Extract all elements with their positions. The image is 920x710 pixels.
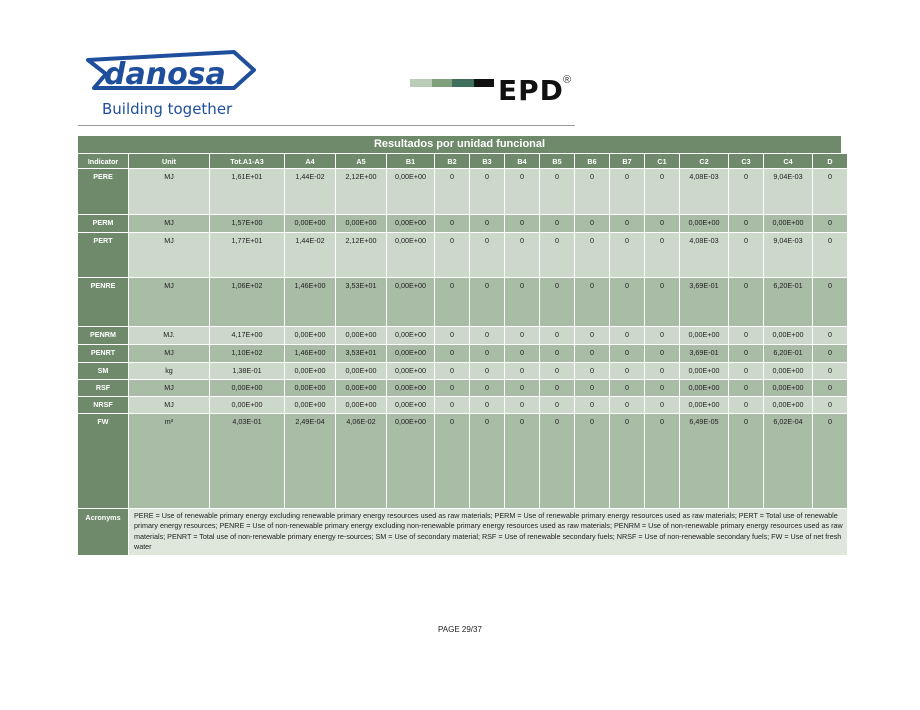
table-row xyxy=(78,327,847,345)
value-cell: 0 xyxy=(540,414,574,509)
value-cell: 0 xyxy=(610,233,644,278)
epd-text: EPD xyxy=(498,74,564,107)
column-header: A5 xyxy=(336,154,386,169)
value-cell: 0,00E+00 xyxy=(336,380,386,397)
column-header: A4 xyxy=(285,154,335,169)
column-header: B4 xyxy=(505,154,539,169)
value-cell: 0 xyxy=(575,327,609,345)
value-cell: 4,08E-03 xyxy=(680,169,728,215)
value-cell: 0 xyxy=(813,327,847,345)
column-header: B6 xyxy=(575,154,609,169)
epd-logo xyxy=(410,74,590,108)
value-cell: 0 xyxy=(505,327,539,345)
unit-cell: MJ xyxy=(129,278,209,327)
column-header: Tot.A1-A3 xyxy=(210,154,284,169)
value-cell: 0,00E+00 xyxy=(680,215,728,233)
value-cell: 3,53E+01 xyxy=(336,345,386,363)
indicator-cell: PENRE xyxy=(78,278,128,327)
value-cell: 0 xyxy=(610,215,644,233)
value-cell: 6,02E-04 xyxy=(764,414,812,509)
unit-cell: MJ xyxy=(129,380,209,397)
value-cell: 0 xyxy=(645,327,679,345)
table-row xyxy=(78,345,847,363)
value-cell: 0,00E+00 xyxy=(285,327,335,345)
indicator-cell: RSF xyxy=(78,380,128,397)
table-row xyxy=(78,169,847,215)
value-cell: 0,00E+00 xyxy=(680,327,728,345)
value-cell: 0 xyxy=(729,397,763,414)
value-cell: 0 xyxy=(610,397,644,414)
value-cell: 0,00E+00 xyxy=(210,380,284,397)
value-cell: 0,00E+00 xyxy=(387,327,434,345)
value-cell: 0 xyxy=(470,233,504,278)
value-cell: 0 xyxy=(813,215,847,233)
value-cell: 1,06E+02 xyxy=(210,278,284,327)
value-cell: 2,49E-04 xyxy=(285,414,335,509)
value-cell: 0,00E+00 xyxy=(387,363,434,380)
value-cell: 0 xyxy=(729,327,763,345)
value-cell: 0 xyxy=(505,363,539,380)
epd-registered-mark: ® xyxy=(563,74,572,86)
acronyms-text: PERE = Use of renewable primary energy excluding renewable primary energy resources used as raw materials; PERM = Use of renewable primary energy resources used as raw materials; PERT = Total use of renewable primary energy resources; PENRE = Use of non-renewable primary energy excluding non-renewable primary energy resources used as raw materials; PENRM = Use of non-renewable primary energy resources used as raw materials; PENRT = Total use of non-renewable primary energy re-sources; SM = Use of secondary material; RSF = Use of renewable secondary fuels; NRSF = Use of non-renewable secondary fuels; FW = Use of net fresh water xyxy=(129,509,847,556)
table-row xyxy=(78,380,847,397)
value-cell: 0 xyxy=(470,215,504,233)
indicator-cell: FW xyxy=(78,414,128,509)
value-cell: 0 xyxy=(575,345,609,363)
value-cell: 0 xyxy=(729,363,763,380)
value-cell: 0,00E+00 xyxy=(336,215,386,233)
results-table xyxy=(77,154,848,556)
value-cell: 0,00E+00 xyxy=(764,215,812,233)
value-cell: 0,00E+00 xyxy=(387,169,434,215)
table-header-row xyxy=(78,154,847,169)
value-cell: 0 xyxy=(470,345,504,363)
value-cell: 0 xyxy=(435,363,469,380)
value-cell: 3,69E-01 xyxy=(680,345,728,363)
value-cell: 3,69E-01 xyxy=(680,278,728,327)
value-cell: 0,00E+00 xyxy=(285,380,335,397)
value-cell: 1,38E-01 xyxy=(210,363,284,380)
value-cell: 0 xyxy=(540,327,574,345)
value-cell: 9,04E-03 xyxy=(764,233,812,278)
value-cell: 0 xyxy=(729,345,763,363)
value-cell: 0 xyxy=(505,233,539,278)
value-cell: 0 xyxy=(575,233,609,278)
column-header: Indicator xyxy=(78,154,128,169)
value-cell: 0 xyxy=(729,169,763,215)
indicator-cell: PERT xyxy=(78,233,128,278)
column-header: B7 xyxy=(610,154,644,169)
value-cell: 6,49E-05 xyxy=(680,414,728,509)
value-cell: 0 xyxy=(575,380,609,397)
value-cell: 0 xyxy=(435,278,469,327)
indicator-cell: PENRM xyxy=(78,327,128,345)
value-cell: 2,12E+00 xyxy=(336,169,386,215)
value-cell: 0 xyxy=(435,233,469,278)
value-cell: 0 xyxy=(505,380,539,397)
value-cell: 0 xyxy=(540,397,574,414)
value-cell: 2,12E+00 xyxy=(336,233,386,278)
logo-tagline: Building together xyxy=(102,100,233,118)
unit-cell: MJ xyxy=(129,169,209,215)
value-cell: 0 xyxy=(729,215,763,233)
value-cell: 4,17E+00 xyxy=(210,327,284,345)
unit-cell: kg xyxy=(129,363,209,380)
unit-cell: MJ xyxy=(129,215,209,233)
value-cell: 0 xyxy=(575,278,609,327)
epd-bar-4 xyxy=(474,79,494,87)
acronyms-label: Acronyms xyxy=(78,509,128,556)
value-cell: 0,00E+00 xyxy=(285,397,335,414)
value-cell: 0 xyxy=(470,414,504,509)
value-cell: 1,57E+00 xyxy=(210,215,284,233)
page-number: PAGE 29/37 xyxy=(438,625,482,634)
value-cell: 0 xyxy=(729,414,763,509)
value-cell: 0 xyxy=(505,397,539,414)
column-header: B5 xyxy=(540,154,574,169)
value-cell: 9,04E-03 xyxy=(764,169,812,215)
value-cell: 0 xyxy=(540,345,574,363)
value-cell: 0 xyxy=(575,169,609,215)
value-cell: 0,00E+00 xyxy=(387,414,434,509)
value-cell: 0,00E+00 xyxy=(764,327,812,345)
column-header: C2 xyxy=(680,154,728,169)
column-header: B3 xyxy=(470,154,504,169)
value-cell: 0 xyxy=(575,397,609,414)
value-cell: 0 xyxy=(470,169,504,215)
value-cell: 0 xyxy=(540,363,574,380)
value-cell: 0 xyxy=(645,278,679,327)
value-cell: 1,77E+01 xyxy=(210,233,284,278)
value-cell: 0,00E+00 xyxy=(336,363,386,380)
value-cell: 0 xyxy=(470,397,504,414)
value-cell: 0 xyxy=(540,233,574,278)
column-header: C1 xyxy=(645,154,679,169)
value-cell: 0 xyxy=(540,380,574,397)
value-cell: 0 xyxy=(435,397,469,414)
value-cell: 0 xyxy=(470,278,504,327)
value-cell: 0 xyxy=(610,414,644,509)
column-header: B2 xyxy=(435,154,469,169)
acronyms-row xyxy=(78,509,847,556)
header-divider xyxy=(78,125,575,126)
value-cell: 0 xyxy=(470,363,504,380)
value-cell: 0 xyxy=(505,169,539,215)
table-row xyxy=(78,233,847,278)
value-cell: 0 xyxy=(505,345,539,363)
value-cell: 0,00E+00 xyxy=(764,397,812,414)
value-cell: 0,00E+00 xyxy=(336,397,386,414)
value-cell: 6,20E-01 xyxy=(764,278,812,327)
value-cell: 0 xyxy=(435,380,469,397)
value-cell: 0 xyxy=(813,278,847,327)
value-cell: 0 xyxy=(729,278,763,327)
indicator-cell: NRSF xyxy=(78,397,128,414)
unit-cell: MJ xyxy=(129,345,209,363)
epd-bar-3 xyxy=(452,79,474,87)
results-table-wrapper xyxy=(78,136,841,556)
value-cell: 0 xyxy=(540,215,574,233)
value-cell: 4,06E-02 xyxy=(336,414,386,509)
value-cell: 1,46E+00 xyxy=(285,345,335,363)
value-cell: 0,00E+00 xyxy=(764,363,812,380)
indicator-cell: PENRT xyxy=(78,345,128,363)
value-cell: 0 xyxy=(610,278,644,327)
unit-cell: MJ xyxy=(129,397,209,414)
value-cell: 0 xyxy=(813,169,847,215)
value-cell: 0 xyxy=(645,169,679,215)
value-cell: 0 xyxy=(813,397,847,414)
unit-cell: MJ. xyxy=(129,327,209,345)
value-cell: 3,53E+01 xyxy=(336,278,386,327)
unit-cell: m³ xyxy=(129,414,209,509)
column-header: D xyxy=(813,154,847,169)
table-row xyxy=(78,363,847,380)
value-cell: 6,20E-01 xyxy=(764,345,812,363)
value-cell: 0 xyxy=(435,215,469,233)
value-cell: 0,00E+00 xyxy=(285,215,335,233)
value-cell: 0 xyxy=(610,380,644,397)
value-cell: 0 xyxy=(645,363,679,380)
value-cell: 0 xyxy=(645,380,679,397)
value-cell: 0 xyxy=(729,233,763,278)
value-cell: 0 xyxy=(813,233,847,278)
value-cell: 0,00E+00 xyxy=(680,363,728,380)
table-row xyxy=(78,397,847,414)
indicator-cell: PERE xyxy=(78,169,128,215)
value-cell: 0 xyxy=(645,345,679,363)
value-cell: 0 xyxy=(505,278,539,327)
value-cell: 0 xyxy=(575,414,609,509)
logo-wordmark: danosa xyxy=(104,57,226,92)
column-header: C4 xyxy=(764,154,812,169)
value-cell: 0 xyxy=(645,233,679,278)
value-cell: 0,00E+00 xyxy=(387,380,434,397)
value-cell: 0,00E+00 xyxy=(680,380,728,397)
value-cell: 1,44E-02 xyxy=(285,233,335,278)
table-body xyxy=(78,169,847,556)
value-cell: 0,00E+00 xyxy=(210,397,284,414)
value-cell: 0 xyxy=(540,169,574,215)
value-cell: 0 xyxy=(729,380,763,397)
value-cell: 0,00E+00 xyxy=(387,345,434,363)
value-cell: 0,00E+00 xyxy=(336,327,386,345)
column-header: B1 xyxy=(387,154,434,169)
column-header: Unit xyxy=(129,154,209,169)
value-cell: 0 xyxy=(813,345,847,363)
value-cell: 0 xyxy=(813,363,847,380)
indicator-cell: PERM xyxy=(78,215,128,233)
table-row xyxy=(78,215,847,233)
value-cell: 0,00E+00 xyxy=(387,397,434,414)
value-cell: 0,00E+00 xyxy=(387,215,434,233)
value-cell: 0 xyxy=(470,327,504,345)
value-cell: 0 xyxy=(505,215,539,233)
value-cell: 0 xyxy=(645,397,679,414)
value-cell: 0 xyxy=(645,215,679,233)
epd-bar-2 xyxy=(432,79,452,87)
column-header: C3 xyxy=(729,154,763,169)
table-row xyxy=(78,278,847,327)
unit-cell: MJ xyxy=(129,233,209,278)
value-cell: 0 xyxy=(575,363,609,380)
table-row xyxy=(78,414,847,509)
value-cell: 4,03E-01 xyxy=(210,414,284,509)
value-cell: 0,00E+00 xyxy=(387,233,434,278)
value-cell: 0 xyxy=(610,363,644,380)
table-title: Resultados por unidad funcional xyxy=(78,136,841,153)
value-cell: 1,10E+02 xyxy=(210,345,284,363)
value-cell: 0 xyxy=(435,169,469,215)
value-cell: 1,46E+00 xyxy=(285,278,335,327)
value-cell: 0 xyxy=(645,414,679,509)
value-cell: 0 xyxy=(610,169,644,215)
value-cell: 1,44E-02 xyxy=(285,169,335,215)
value-cell: 0,00E+00 xyxy=(764,380,812,397)
value-cell: 0 xyxy=(505,414,539,509)
indicator-cell: SM xyxy=(78,363,128,380)
value-cell: 0 xyxy=(813,380,847,397)
value-cell: 1,61E+01 xyxy=(210,169,284,215)
value-cell: 0 xyxy=(470,380,504,397)
value-cell: 0 xyxy=(435,345,469,363)
value-cell: 0,00E+00 xyxy=(285,363,335,380)
value-cell: 0 xyxy=(435,327,469,345)
value-cell: 0 xyxy=(610,327,644,345)
value-cell: 0,00E+00 xyxy=(680,397,728,414)
value-cell: 0 xyxy=(435,414,469,509)
value-cell: 4,08E-03 xyxy=(680,233,728,278)
value-cell: 0 xyxy=(813,414,847,509)
value-cell: 0 xyxy=(540,278,574,327)
value-cell: 0 xyxy=(575,215,609,233)
epd-bar-1 xyxy=(410,79,432,87)
value-cell: 0 xyxy=(610,345,644,363)
value-cell: 0,00E+00 xyxy=(387,278,434,327)
